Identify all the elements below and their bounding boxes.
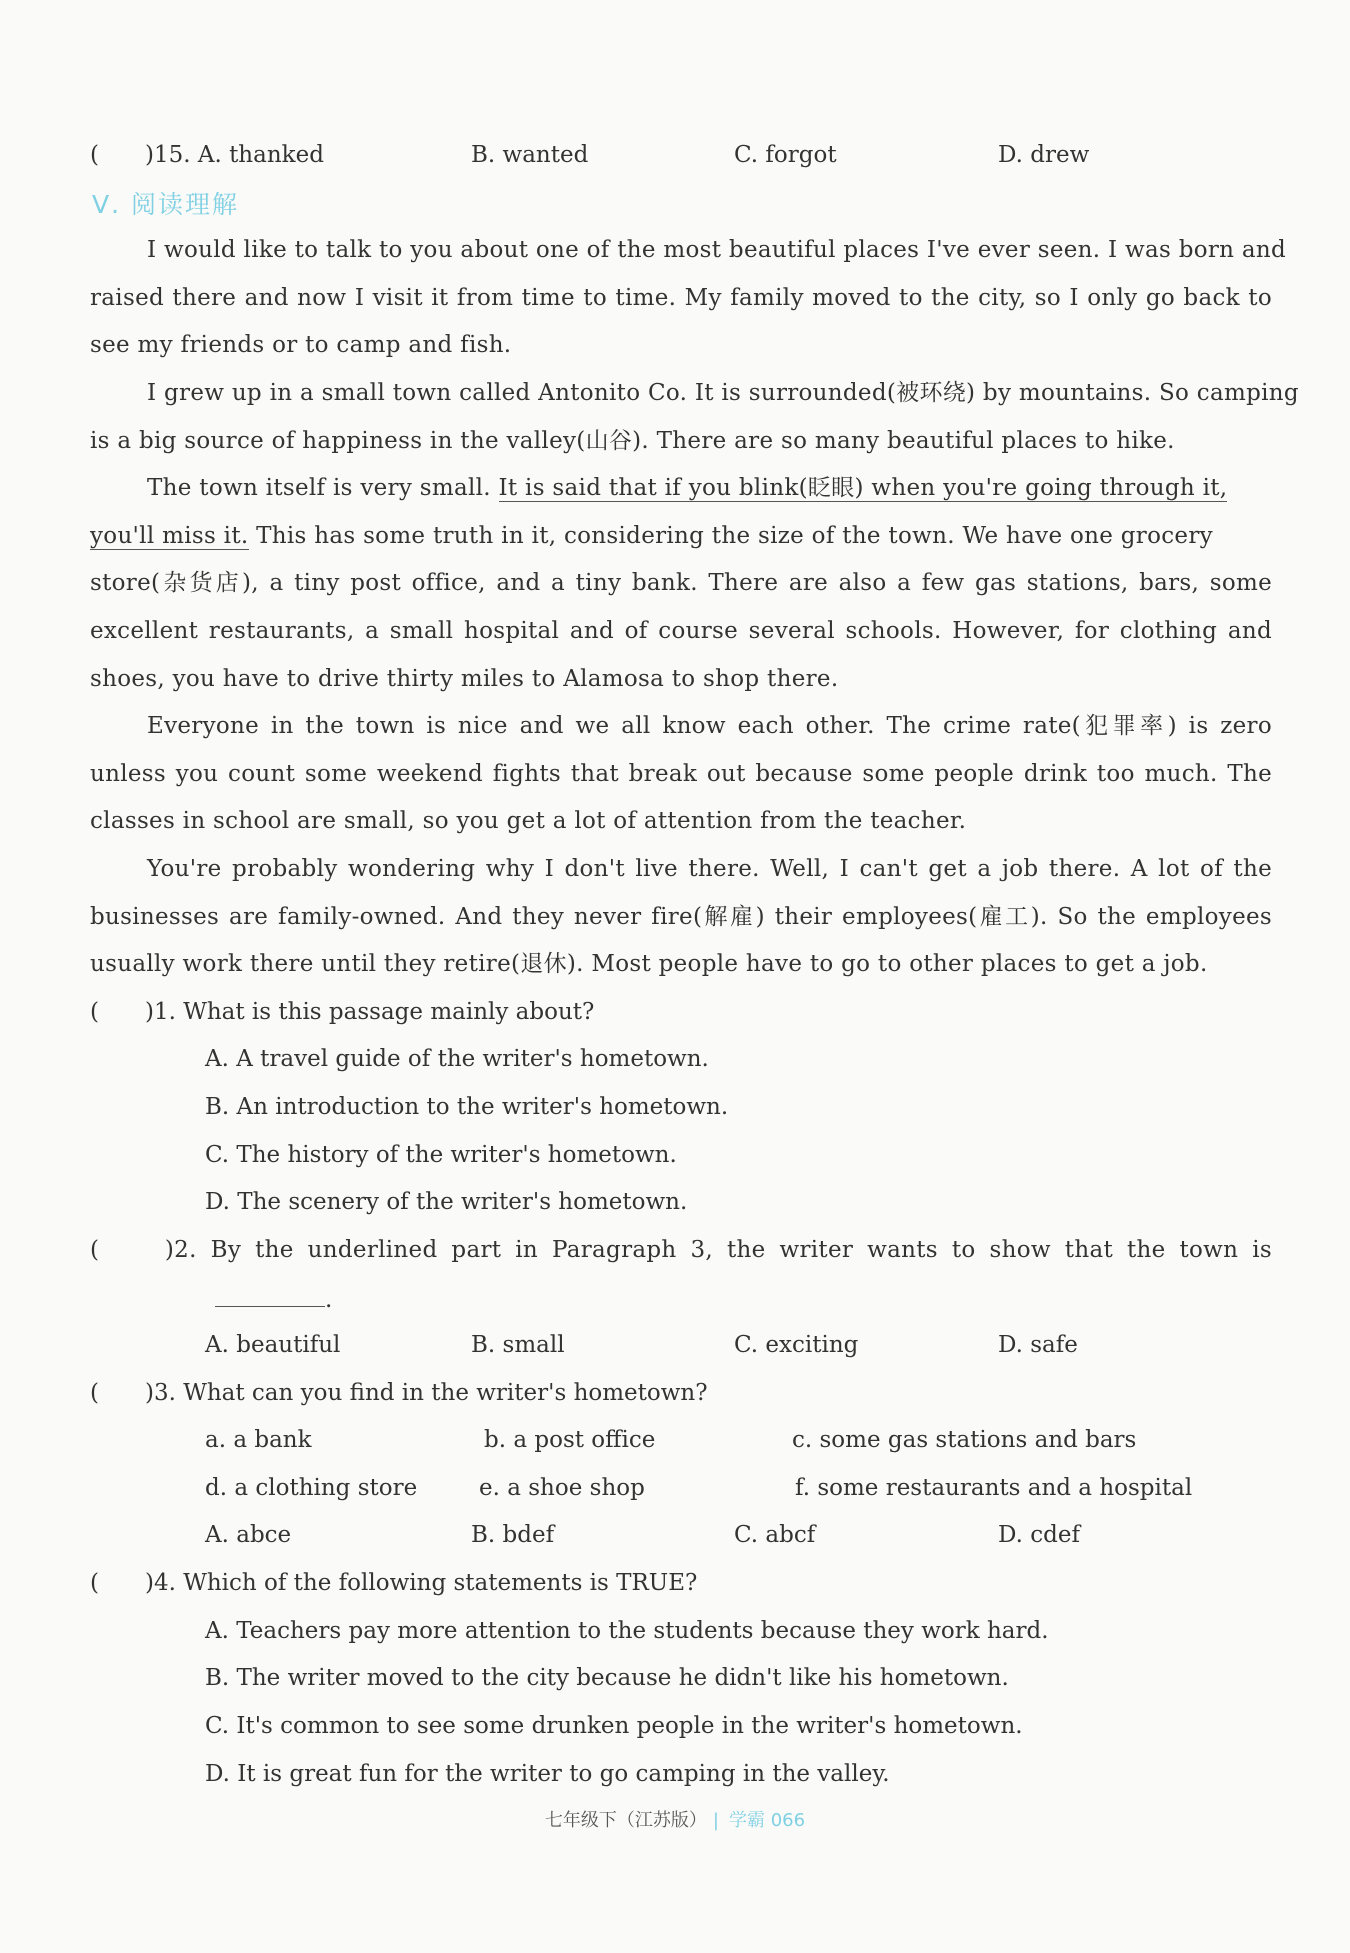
passage-line: businesses are family-owned. And they never fire(解雇) their employees(雇工). So the employees	[90, 904, 1272, 930]
passage-line: see my friends or to camp and fish.	[90, 332, 512, 358]
passage-line: shoes, you have to drive thirty miles to Alamosa to shop there.	[90, 666, 839, 692]
passage-line: is a big source of happiness in the valley(山谷). There are so many beautiful places to hike.	[90, 428, 1175, 454]
question-2-stem: ( )2. By the underlined part in Paragraph 3, the writer wants to show that the town is	[90, 1237, 1272, 1263]
passage-text: This has some truth in it, considering the size of the town. We have one grocery	[248, 523, 1213, 549]
question-3-stem: ( )3. What can you find in the writer's hometown?	[90, 1380, 708, 1406]
passage-line: store(杂货店), a tiny post office, and a tiny bank. There are also a few gas stations, bars, some	[90, 570, 1272, 596]
passage-line: I grew up in a small town called Antonito Co. It is surrounded(被环绕) by mountains. So camping	[147, 380, 1299, 406]
q3-item-f: f. some restaurants and a hospital	[795, 1475, 1193, 1501]
q3-option-b: B. bdef	[471, 1522, 555, 1548]
section-title: Ⅴ. 阅读理解	[92, 190, 239, 219]
q4-option-c: C. It's common to see some drunken people in the writer's hometown.	[205, 1713, 1023, 1739]
q2-answer-blank: .	[215, 1284, 332, 1315]
q15-option-b: B. wanted	[471, 142, 589, 168]
passage-line: I would like to talk to you about one of the most beautiful places I've ever seen. I was born and	[147, 237, 1287, 263]
passage-text: The town itself is very small.	[147, 475, 499, 501]
footer-book-title: 七年级下（江苏版）	[544, 1810, 707, 1831]
q2-option-c: C. exciting	[734, 1332, 859, 1358]
q15-option-c: C. forgot	[734, 142, 837, 168]
passage-line: classes in school are small, so you get a lot of attention from the teacher.	[90, 808, 967, 834]
passage-line	[90, 521, 1272, 551]
question-1-stem: ( )1. What is this passage mainly about?	[90, 999, 595, 1025]
footer-brand-page-number: 学霸 066	[729, 1810, 806, 1831]
passage-line: unless you count some weekend fights that break out because some people drink too much. The	[90, 761, 1272, 787]
passage-line: raised there and now I visit it from time to time. My family moved to the city, so I only go back to	[90, 285, 1272, 311]
q3-option-d: D. cdef	[998, 1522, 1080, 1548]
question-4-stem: ( )4. Which of the following statements is TRUE?	[90, 1570, 698, 1596]
q3-item-b: b. a post office	[484, 1427, 656, 1453]
q3-item-a: a. a bank	[205, 1427, 312, 1453]
q3-option-c: C. abcf	[734, 1522, 816, 1548]
q3-option-a: A. abce	[205, 1522, 292, 1548]
q15-stem: ( )15. A. thanked	[90, 142, 324, 168]
passage-line: You're probably wondering why I don't live there. Well, I can't get a job there. A lot of the	[147, 856, 1272, 882]
q4-option-b: B. The writer moved to the city because he didn't like his hometown.	[205, 1665, 1009, 1691]
q2-option-d: D. safe	[998, 1332, 1078, 1358]
q1-option-d: D. The scenery of the writer's hometown.	[205, 1189, 688, 1215]
q4-option-a: A. Teachers pay more attention to the students because they work hard.	[205, 1618, 1049, 1644]
passage-line: Everyone in the town is nice and we all know each other. The crime rate(犯罪率) is zero	[147, 713, 1272, 739]
q3-item-c: c. some gas stations and bars	[792, 1427, 1137, 1453]
q3-item-e: e. a shoe shop	[479, 1475, 645, 1501]
q1-option-c: C. The history of the writer's hometown.	[205, 1142, 677, 1168]
q3-item-d: d. a clothing store	[205, 1475, 418, 1501]
q4-option-d: D. It is great fun for the writer to go camping in the valley.	[205, 1761, 890, 1787]
underlined-part: It is said that if you blink(眨眼) when you're going through it,	[498, 475, 1228, 501]
q2-option-a: A. beautiful	[205, 1332, 341, 1358]
q1-option-a: A. A travel guide of the writer's hometown.	[205, 1046, 709, 1072]
q2-option-b: B. small	[471, 1332, 565, 1358]
underlined-part: you'll miss it.	[90, 523, 249, 549]
passage-line: excellent restaurants, a small hospital and of course several schools. However, for clothing and	[90, 618, 1272, 644]
passage-line: usually work there until they retire(退休). Most people have to go to other places to get a job.	[90, 951, 1208, 977]
passage-line	[147, 473, 1329, 503]
q1-option-b: B. An introduction to the writer's hometown.	[205, 1094, 729, 1120]
page-footer: 七年级下（江苏版） | 学霸 066	[544, 1810, 806, 1831]
q15-option-d: D. drew	[998, 142, 1090, 168]
